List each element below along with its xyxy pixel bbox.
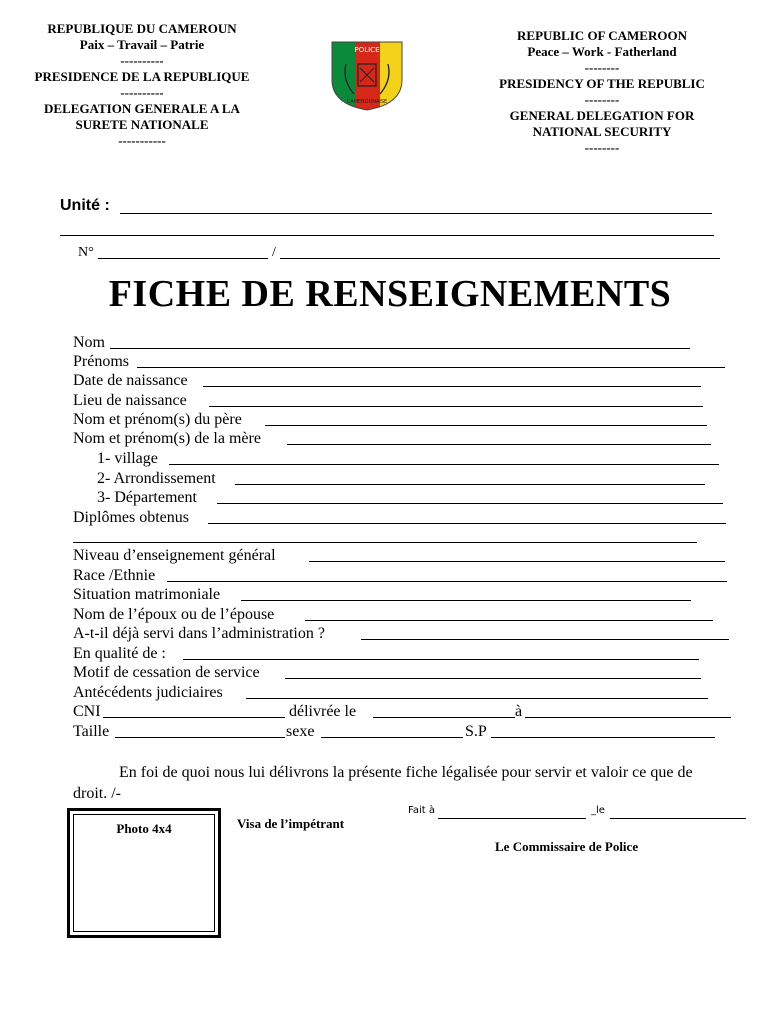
field-label: Nom et prénom(s) de la mère	[73, 430, 261, 447]
field-line[interactable]	[241, 600, 691, 601]
field-line[interactable]	[287, 444, 711, 445]
sexe-label: sexe	[286, 723, 315, 740]
sp-line[interactable]	[491, 737, 715, 738]
field-label: 2- Arrondissement	[97, 470, 216, 487]
field-date-naissance	[73, 371, 188, 390]
field-prenoms	[73, 352, 129, 371]
field-line[interactable]	[246, 698, 708, 699]
fait-label: Fait à	[408, 805, 435, 816]
field-administration	[73, 624, 325, 643]
field-pere	[73, 410, 242, 429]
cni-delivered-label: délivrée le	[289, 703, 357, 720]
header-right-line: NATIONAL SECURITY	[532, 124, 672, 139]
header-left-line: ----------	[120, 53, 164, 68]
header-left-line: ----------	[120, 85, 164, 100]
taille-line[interactable]	[115, 737, 285, 738]
numero-separator: /	[272, 245, 276, 260]
commissaire-label: Le Commissaire de Police	[495, 839, 639, 854]
field-line[interactable]	[110, 348, 690, 349]
header-right-line: REPUBLIC OF CAMEROON	[517, 28, 687, 43]
taille-label: Taille	[73, 723, 110, 740]
field-label: Antécédents judiciaires	[73, 684, 223, 701]
field-line[interactable]	[309, 561, 725, 562]
header-left-line: -----------	[118, 133, 166, 148]
field-line[interactable]	[235, 484, 705, 485]
field-line[interactable]	[305, 620, 713, 621]
field-label: Motif de cessation de service	[73, 664, 260, 681]
field-line[interactable]	[209, 406, 703, 407]
cni-date-line[interactable]	[373, 717, 515, 718]
header-left-line: Paix – Travail – Patrie	[79, 37, 205, 52]
fait-place-field[interactable]	[438, 818, 586, 819]
header-right-line: --------	[584, 140, 620, 155]
field-line[interactable]	[183, 659, 699, 660]
visa-label: Visa de l’impétrant	[237, 816, 345, 831]
field-line[interactable]	[361, 639, 729, 640]
field-line[interactable]	[217, 503, 723, 504]
field-line[interactable]	[169, 464, 719, 465]
field-qualite	[73, 644, 166, 663]
field-taille	[73, 722, 487, 741]
field-label: Date de naissance	[73, 372, 188, 389]
header-right-line: --------	[584, 60, 620, 75]
police-emblem-icon	[330, 40, 404, 112]
field-departement	[97, 488, 197, 507]
field-label: Nom et prénom(s) du père	[73, 411, 242, 428]
cni-place-line[interactable]	[525, 717, 731, 718]
field-line[interactable]	[203, 386, 701, 387]
unite-label: Unité :	[60, 197, 110, 214]
field-line[interactable]	[137, 367, 725, 368]
field-motif	[73, 663, 260, 682]
fait-date-field[interactable]	[610, 818, 746, 819]
numero-suffix-field[interactable]	[280, 258, 720, 259]
field-label: Niveau d’enseignement général	[73, 547, 276, 564]
field-situation	[73, 585, 220, 604]
cni-label: CNI	[73, 703, 101, 720]
emblem-bottom-text: CAMEROUNAISE	[346, 99, 388, 105]
sexe-line[interactable]	[321, 737, 463, 738]
header-left-line: DELEGATION GENERALE A LA	[44, 101, 240, 116]
field-label: Prénoms	[73, 353, 129, 370]
field-label: Nom	[73, 334, 105, 351]
header-right-line: PRESIDENCY OF THE REPUBLIC	[499, 76, 705, 91]
header-right-line: Peace – Work - Fatherland	[527, 44, 677, 59]
header-left-line: PRESIDENCE DE LA REPUBLIQUE	[34, 69, 250, 84]
field-niveau	[73, 546, 276, 565]
photo-box[interactable]	[67, 808, 221, 938]
field-line[interactable]	[208, 523, 726, 524]
numero-field[interactable]	[98, 258, 268, 259]
field-label: Situation matrimoniale	[73, 586, 221, 603]
field-diplomes	[73, 508, 189, 527]
field-line[interactable]	[73, 542, 697, 543]
header-left-line: REPUBLIQUE DU CAMEROUN	[47, 21, 237, 36]
unite-field-continuation[interactable]	[60, 235, 714, 236]
field-label: Diplômes obtenus	[73, 509, 189, 526]
emblem-top-text: POLICE	[354, 46, 380, 54]
header-right-line: --------	[584, 92, 620, 107]
fait-le-label: _le	[591, 805, 605, 816]
field-label: Lieu de naissance	[73, 392, 187, 409]
field-line[interactable]	[285, 678, 701, 679]
field-line[interactable]	[265, 425, 707, 426]
field-lieu-naissance	[73, 391, 187, 410]
sp-label: S.P	[465, 723, 487, 740]
field-label: 1- village	[97, 450, 158, 467]
field-label: En qualité de :	[73, 645, 166, 662]
field-nom	[73, 333, 105, 352]
field-label: Nom de l’époux ou de l’épouse	[73, 606, 275, 623]
cni-at-label: à	[515, 703, 523, 720]
cni-number-line[interactable]	[103, 717, 285, 718]
field-cni	[73, 702, 523, 721]
header-left	[20, 21, 264, 149]
field-arrondissement	[97, 469, 216, 488]
header-right	[480, 28, 724, 156]
field-label: 3- Département	[97, 489, 197, 506]
field-village	[97, 449, 158, 468]
unite-field[interactable]	[120, 213, 712, 214]
header-left-line: SURETE NATIONALE	[75, 117, 209, 132]
field-label: A-t-il déjà servi dans l’administration ?	[73, 625, 325, 642]
field-line[interactable]	[167, 581, 727, 582]
header-right-line: GENERAL DELEGATION FOR	[509, 108, 695, 123]
field-mere	[73, 429, 261, 448]
field-epoux	[73, 605, 274, 624]
photo-label: Photo 4x4	[116, 821, 172, 836]
field-label: Race /Ethnie	[73, 567, 156, 584]
closing-statement: En foi de quoi nous lui délivrons la présente fiche légalisée pour servir et valoir ce que de droit. /-	[73, 764, 693, 802]
numero-label: N°	[78, 245, 94, 260]
page-title: FICHE DE RENSEIGNEMENTS	[108, 273, 672, 315]
field-antecedents	[73, 683, 223, 702]
photo-box-inner	[73, 814, 215, 932]
field-ethnie	[73, 566, 155, 585]
